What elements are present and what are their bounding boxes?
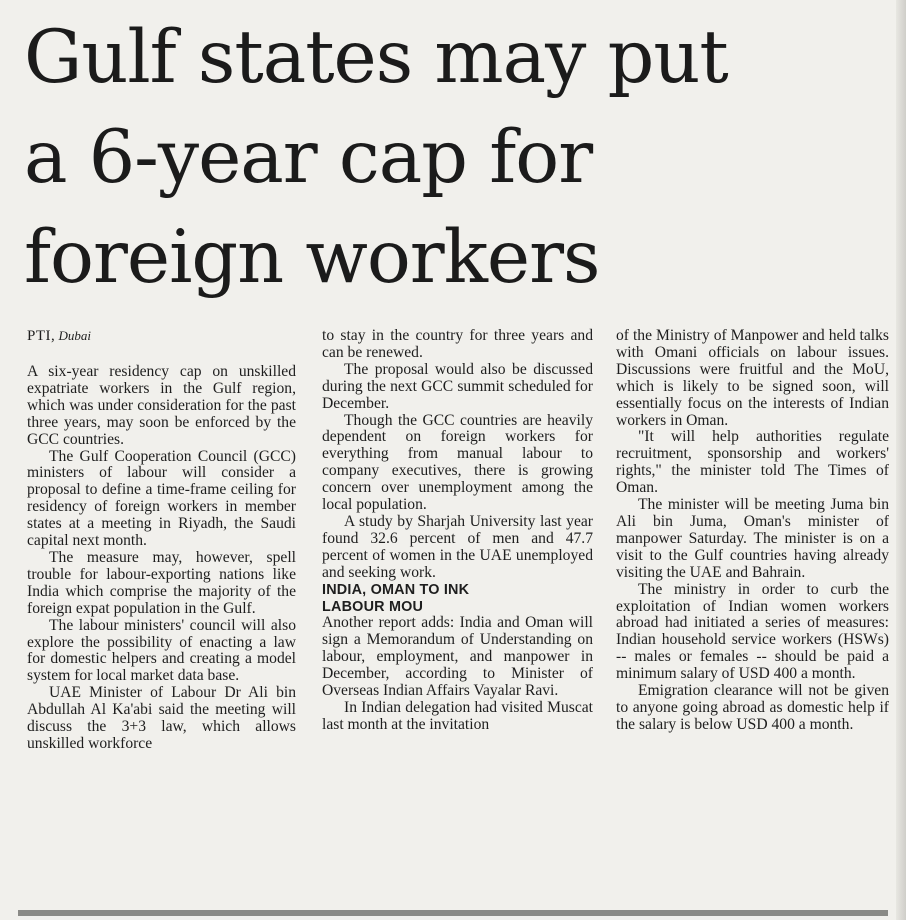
paragraph: The minister will be meeting Juma bin Ali bin Juma, Oman's minister of manpower Saturday. The minister is on a visit to the Gulf countries having already visiting the UAE and Bahrain. xyxy=(616,496,889,581)
paragraph: UAE Minister of Labour Dr Ali bin Abdullah Al Ka'abi said the meeting will discuss the 3+3 law, which allows unskilled workforce xyxy=(27,684,296,752)
paragraph: The proposal would also be discussed during the next GCC summit scheduled for December. xyxy=(322,360,593,412)
bottom-rule xyxy=(18,910,888,916)
section-subhead xyxy=(322,582,593,616)
paragraph: The Gulf Cooperation Council (GCC) ministers of labour will consider a proposal to define a time-frame ceiling for residency of foreign workers in member states at a meeting in Riyadh, the Saudi capital next month. xyxy=(27,447,296,550)
paragraph: "It will help authorities regulate recruitment, sponsorship and workers' rights," the minister told The Times of Oman. xyxy=(616,428,889,497)
article-column-3 xyxy=(616,328,889,913)
paragraph: to stay in the country for three years and can be renewed. xyxy=(322,328,593,361)
paragraph: In Indian delegation had visited Muscat last month at the invitation xyxy=(322,698,593,733)
dateline xyxy=(27,328,296,344)
paragraph: Emigration clearance will not be given to anyone going abroad as domestic help if the salary is below USD 400 a month. xyxy=(616,682,889,733)
article-column-2 xyxy=(322,328,593,913)
article-column-1 xyxy=(27,328,296,913)
subhead-line-1: INDIA, OMAN TO INK xyxy=(322,581,470,598)
paragraph: Though the GCC countries are heavily dependent on foreign workers for everything from manual labour to company executives, there is growing concern over unemployment among the local population. xyxy=(322,411,593,514)
paragraph: The ministry in order to curb the exploitation of Indian women workers abroad had initiated a series of measures: Indian household service workers (HSWs) -- males or females -- should be paid a minimum salary of USD 400 a month. xyxy=(616,580,889,683)
headline-line-1: Gulf states may put xyxy=(24,15,728,100)
paragraph: A six-year residency cap on unskilled expatriate workers in the Gulf region, which was under consideration for the past three years, may soon be enforced by the GCC countries. xyxy=(27,363,296,448)
paragraph: Another report adds: India and Oman will sign a Memorandum of Understanding on labour, employment, and manpower in December, according to Minister of Overseas Indian Affairs Vayalar Ravi. xyxy=(322,614,593,700)
headline-line-3: foreign workers xyxy=(24,215,600,300)
page-edge xyxy=(896,0,906,920)
paragraph: The measure may, however, spell trouble for labour-exporting nations like India which comprise the majority of the foreign expat population in the Gulf. xyxy=(27,548,296,617)
dateline-place: Dubai xyxy=(58,328,91,343)
subhead-line-2: LABOUR MOU xyxy=(322,598,424,615)
headline-line-2: a 6-year cap for xyxy=(24,115,593,200)
dateline-agency: PTI, xyxy=(27,328,56,344)
paragraph: A study by Sharjah University last year found 32.6 percent of men and 47.7 percent of women in the UAE unemployed and seeking work. xyxy=(322,512,593,581)
paragraph: of the Ministry of Manpower and held talks with Omani officials on labour issues. Discussions were fruitful and the MoU, which is likely to be signed soon, will essentially focus on the interests of Indian workers in Oman. xyxy=(616,328,889,429)
paragraph: The labour ministers' council will also explore the possibility of enacting a law for domestic helpers and creating a model system for local market data base. xyxy=(27,616,296,685)
headline xyxy=(24,8,884,308)
